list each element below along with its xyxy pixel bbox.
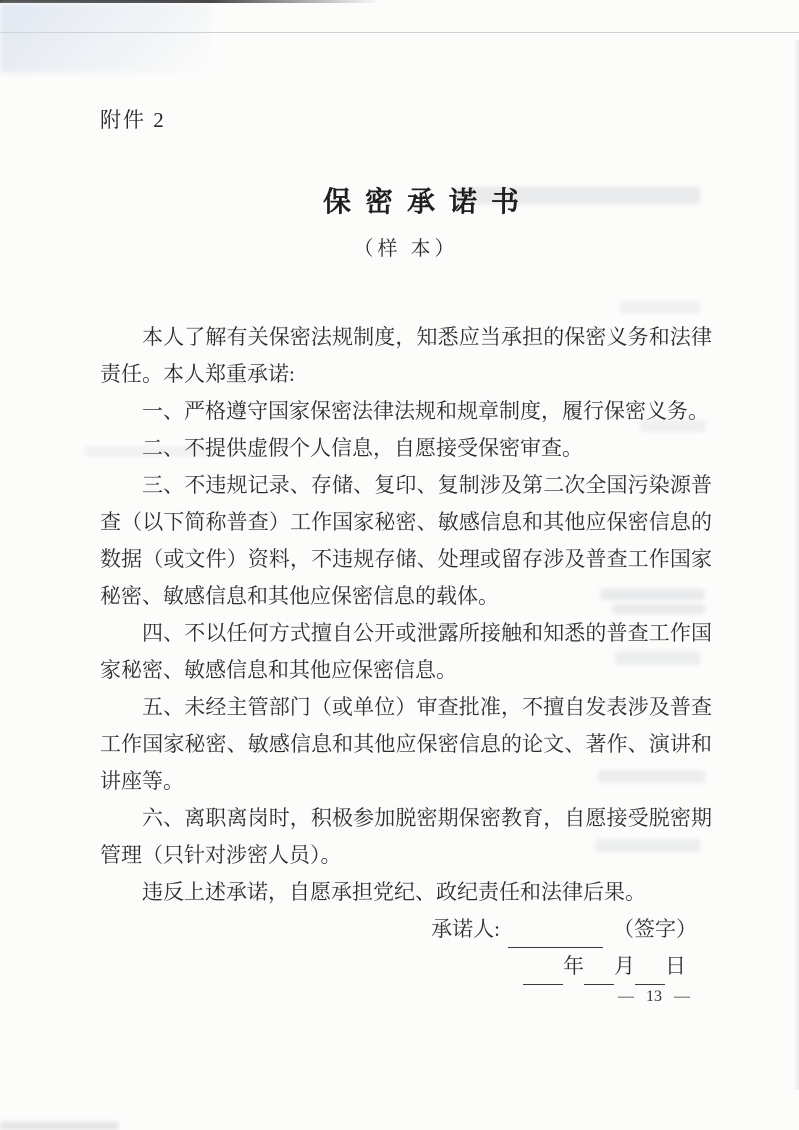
body-paragraph-item-3: 三、不违规记录、存储、复印、复制涉及第二次全国污染源普查（以下简称普查）工作国家秘密、敏感信息和其他应保密信息的数据（或文件）资料，不违规存储、处理或留存涉及普查工作国家秘密、敏感信息和其他应保密信息的载体。 [100,473,712,608]
month-label: 月 [614,954,635,978]
page-number-dash-right: — [674,988,690,1005]
document-subtitle: （样 本） [353,238,459,260]
signature-line [100,911,712,948]
document-title: 保密承诺书 [322,187,533,218]
scan-artifact-corner-tint [0,3,210,73]
scan-artifact-bottom-smudge [0,1122,118,1130]
document-body [100,319,712,985]
body-paragraph-item-6: 六、离职离岗时，积极参加脱密期保密教育，自愿接受脱密期管理（只针对涉密人员）。 [100,806,712,867]
page-number-value: 13 [646,988,662,1005]
sign-hint: （签字） [613,917,697,941]
scan-artifact-top-edge-line [0,0,380,3]
body-paragraph-closing: 违反上述承诺，自愿承担党纪、政纪责任和法律后果。 [142,880,646,904]
signature-blank [508,925,603,948]
promisor-label: 承诺人: [431,917,500,941]
scan-artifact-right-edge [793,40,799,1090]
body-paragraph-item-2: 二、不提供虚假个人信息，自愿接受保密审查。 [142,436,583,460]
body-paragraph-item-5: 五、未经主管部门（或单位）审查批准，不擅自发表涉及普查工作国家秘密、敏感信息和其他应保密信息的论文、著作、演讲和讲座等。 [100,695,712,793]
year-label: 年 [563,954,584,978]
day-label: 日 [665,954,686,978]
scan-artifact-faint-line [0,32,799,33]
year-blank [523,962,563,985]
attachment-label: 附件 2 [100,108,166,132]
month-blank [584,962,614,985]
page-number-dash-left: — [618,988,634,1005]
page-number [100,988,702,1006]
day-blank [635,962,665,985]
body-paragraph-item-4: 四、不以任何方式擅自公开或泄露所接触和知悉的普查工作国家秘密、敏感信息和其他应保密信息。 [100,621,712,682]
body-paragraph-item-1: 一、严格遵守国家保密法律法规和规章制度，履行保密义务。 [142,399,709,423]
date-line [100,948,712,985]
body-paragraph-intro: 本人了解有关保密法规制度，知悉应当承担的保密义务和法律责任。本人郑重承诺: [100,325,712,386]
bleedthrough-artifact [620,301,700,313]
